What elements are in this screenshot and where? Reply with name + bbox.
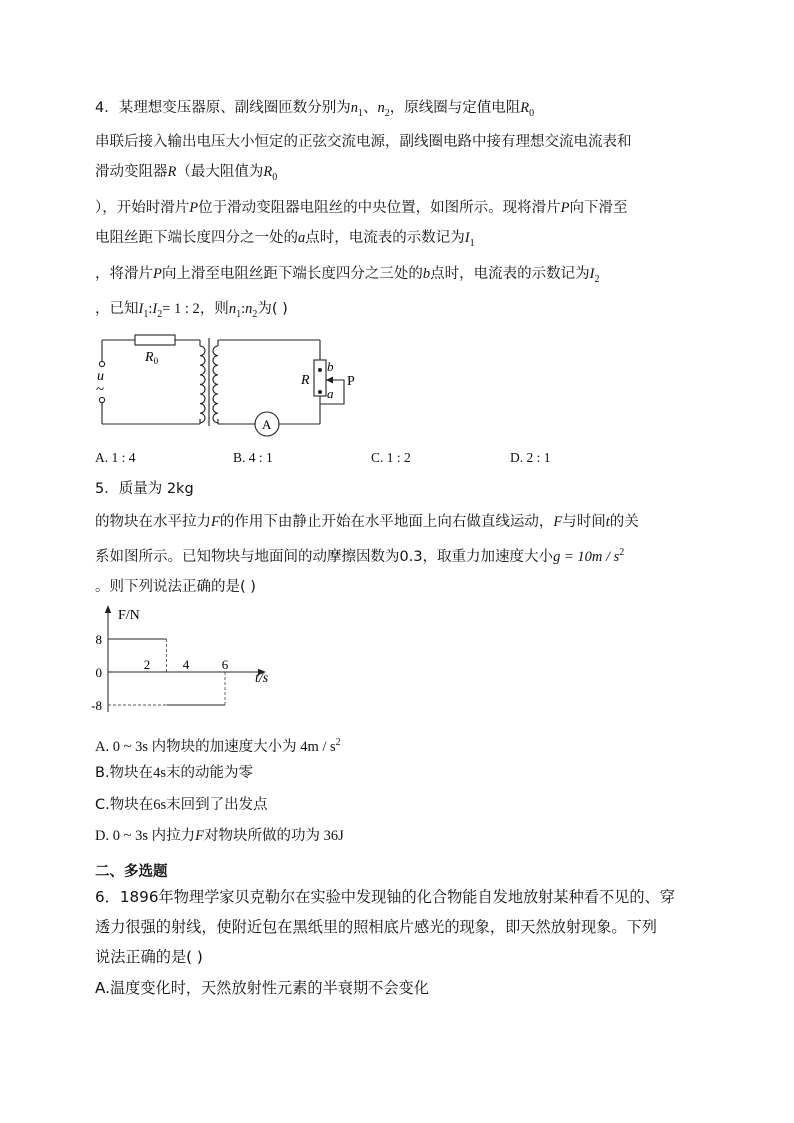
p-symbol: P [153, 266, 162, 282]
i1-sub: 1 [143, 309, 149, 320]
q4-option-c: C. 1 : 2 [371, 450, 411, 465]
x-tick-label-1: 4 [182, 657, 190, 672]
q4-line-2: 串联后接入输出电压大小恒定的正弦交流电源，副线圈电路中接有理想交流电流表和 [95, 134, 632, 150]
n2-symbol: n [245, 301, 253, 317]
i1-sub: 1 [469, 238, 475, 249]
q5-text: 的关 [609, 514, 639, 530]
option-text: 末回到了出发点 [166, 797, 268, 813]
n1-sub: 1 [357, 108, 363, 119]
r-label: R [301, 373, 310, 388]
p-symbol: P [189, 200, 199, 216]
q4-text: （最大阻值为 [176, 164, 264, 180]
p-symbol: P [560, 200, 570, 216]
q4-text: 电阻丝距下端长度四分之一处的 [95, 230, 298, 246]
q4-text: 点时，电流表的示数记为 [430, 266, 590, 282]
q4-line-4 [95, 198, 627, 218]
y-tick-label-1: 0 [95, 665, 102, 680]
q4-option-d: D. 2 : 1 [510, 450, 551, 465]
q4-line-6 [95, 264, 599, 290]
g-formula: g = 10m / s [553, 549, 620, 565]
r0-label-base: R [145, 350, 154, 365]
q5-text: 系如图所示。已知物块与地面间的动摩擦因数为0.3，取重力加速度大小 [95, 549, 554, 565]
i2-symbol: I [152, 301, 158, 317]
q5-line-1: 5．质量为 2kg [95, 481, 194, 497]
terminal-top [99, 361, 104, 366]
u-label: u [97, 369, 104, 384]
q4-text: 滑动变阻器 [95, 164, 168, 180]
option-text: C.物块在 [95, 797, 154, 813]
x-axis-label: t/s [255, 671, 269, 686]
terminal-bottom [99, 397, 104, 402]
q5-option-d [95, 826, 344, 846]
q4-line-1 [95, 98, 534, 124]
transformer-circuit-diagram [92, 328, 362, 440]
i1-symbol: I [138, 301, 144, 317]
colon: : [241, 301, 246, 317]
q6-line-1: 6．1896年物理学家贝克勒尔在实验中发现铀的化合物能自发地放射某种看不见的、穿 [95, 888, 675, 906]
y-axis-arrow [105, 605, 111, 613]
slider-arrow-head [326, 377, 333, 384]
r0-symbol: R [520, 100, 530, 116]
n1-sub: 1 [236, 309, 242, 320]
r0-label-sub: 0 [153, 356, 159, 366]
q4-text: ），开始时滑片 [95, 200, 190, 216]
q5-option-c [95, 795, 268, 815]
p-label: P [347, 374, 355, 389]
y-tick-label-2: -8 [91, 698, 102, 713]
q5-text: 的物块在水平拉力 [95, 514, 211, 530]
f-symbol: F [553, 514, 563, 530]
b-symbol: b [422, 266, 431, 282]
force-time-graph [90, 602, 290, 717]
colon: : [148, 301, 153, 317]
q5-option-b [95, 763, 253, 783]
primary-coil [200, 346, 205, 423]
q6-line-2: 透力很强的射线，使附近包在黑纸里的照相底片感光的现象，即天然放射现象。下列 [95, 918, 657, 936]
q4-text: 为( ) [257, 301, 288, 317]
q5-line-4: 。则下列说法正确的是( ) [95, 579, 256, 595]
q4-text: 向下滑至 [569, 200, 628, 216]
r0-symbol: R [263, 164, 273, 180]
option-text: A. 0 ~ 3s 内物块的加速度大小为 4m / s [95, 739, 336, 755]
ratio-given: = 1 : 2 [162, 301, 200, 317]
i2-symbol: I [589, 266, 595, 282]
q4-line-3 [95, 162, 277, 188]
y-axis-label: F/N [118, 608, 140, 623]
option-text: D. 0 ~ 3s 内拉力 [95, 828, 196, 844]
q4-option-b: B. 4 : 1 [233, 450, 273, 465]
q4-text: 4．某理想变压器原、副线圈匝数分别为 [95, 100, 351, 116]
option-number: 6s [153, 797, 167, 813]
ammeter-label: A [262, 417, 272, 432]
g-formula-sup: 2 [619, 547, 625, 558]
i1-symbol: I [464, 230, 470, 246]
r0-label [144, 350, 159, 366]
f-symbol: F [211, 514, 220, 530]
i2-sub: 2 [594, 274, 600, 285]
n1-symbol: n [228, 301, 237, 317]
q5-line-2 [95, 512, 639, 532]
f-symbol: F [195, 828, 204, 844]
y-tick-label-0: 8 [95, 632, 102, 647]
q5-text: 与时间 [562, 514, 606, 530]
q5-text: 的作用下由静止开始在水平地面上向右做直线运动， [219, 514, 554, 530]
i2-sub: 2 [157, 309, 163, 320]
q4-line-7 [95, 299, 288, 325]
q6-line-3: 说法正确的是( ) [95, 948, 203, 966]
q5-line-3 [95, 543, 624, 567]
option-text: 对物块所做的功为 36J [203, 828, 344, 844]
q4-option-a: A. 1 : 4 [95, 450, 136, 465]
q4-text: 点时，电流表的示数记为 [305, 230, 465, 246]
r0-sub: 0 [272, 172, 278, 183]
q5-option-a [95, 733, 341, 757]
q4-line-5 [95, 228, 475, 254]
q4-text: 、 [362, 100, 378, 116]
q4-text: ，则 [199, 301, 229, 317]
x-tick-label-0: 2 [143, 657, 151, 672]
a-label: a [327, 386, 334, 401]
t-symbol: t [605, 514, 610, 530]
b-label: b [327, 359, 334, 374]
option-number: 4s [153, 765, 166, 781]
q6-option-a: A.温度变化时，天然放射性元素的半衰期不会变化 [95, 979, 429, 997]
point-b [318, 368, 322, 372]
secondary-coil [213, 346, 218, 423]
n2-sub: 2 [252, 309, 258, 320]
ac-symbol: ~ [96, 382, 105, 398]
q4-text: ，将滑片 [95, 266, 153, 282]
a-symbol: a [298, 230, 306, 246]
option-text: B.物块在 [95, 765, 154, 781]
r0-resistor [135, 335, 175, 345]
q4-text: 位于滑动变阻器电阻丝的中央位置，如图所示。现将滑片 [198, 200, 561, 216]
r0-sub: 0 [529, 108, 535, 119]
x-tick-label-2: 6 [221, 657, 229, 672]
r-symbol: R [167, 164, 177, 180]
q4-text: ，已知 [95, 301, 139, 317]
point-a [318, 390, 322, 394]
option-sup: 2 [335, 737, 341, 748]
section-title: 二、多选题 [95, 864, 168, 880]
n2-sub: 2 [384, 108, 390, 119]
option-text: 末的动能为零 [165, 765, 253, 781]
q4-text: 向上滑至电阻丝距下端长度四分之三处的 [161, 266, 423, 282]
n2-symbol: n [377, 100, 385, 116]
n1-symbol: n [350, 100, 358, 116]
q4-text: ，原线圈与定值电阻 [389, 100, 521, 116]
